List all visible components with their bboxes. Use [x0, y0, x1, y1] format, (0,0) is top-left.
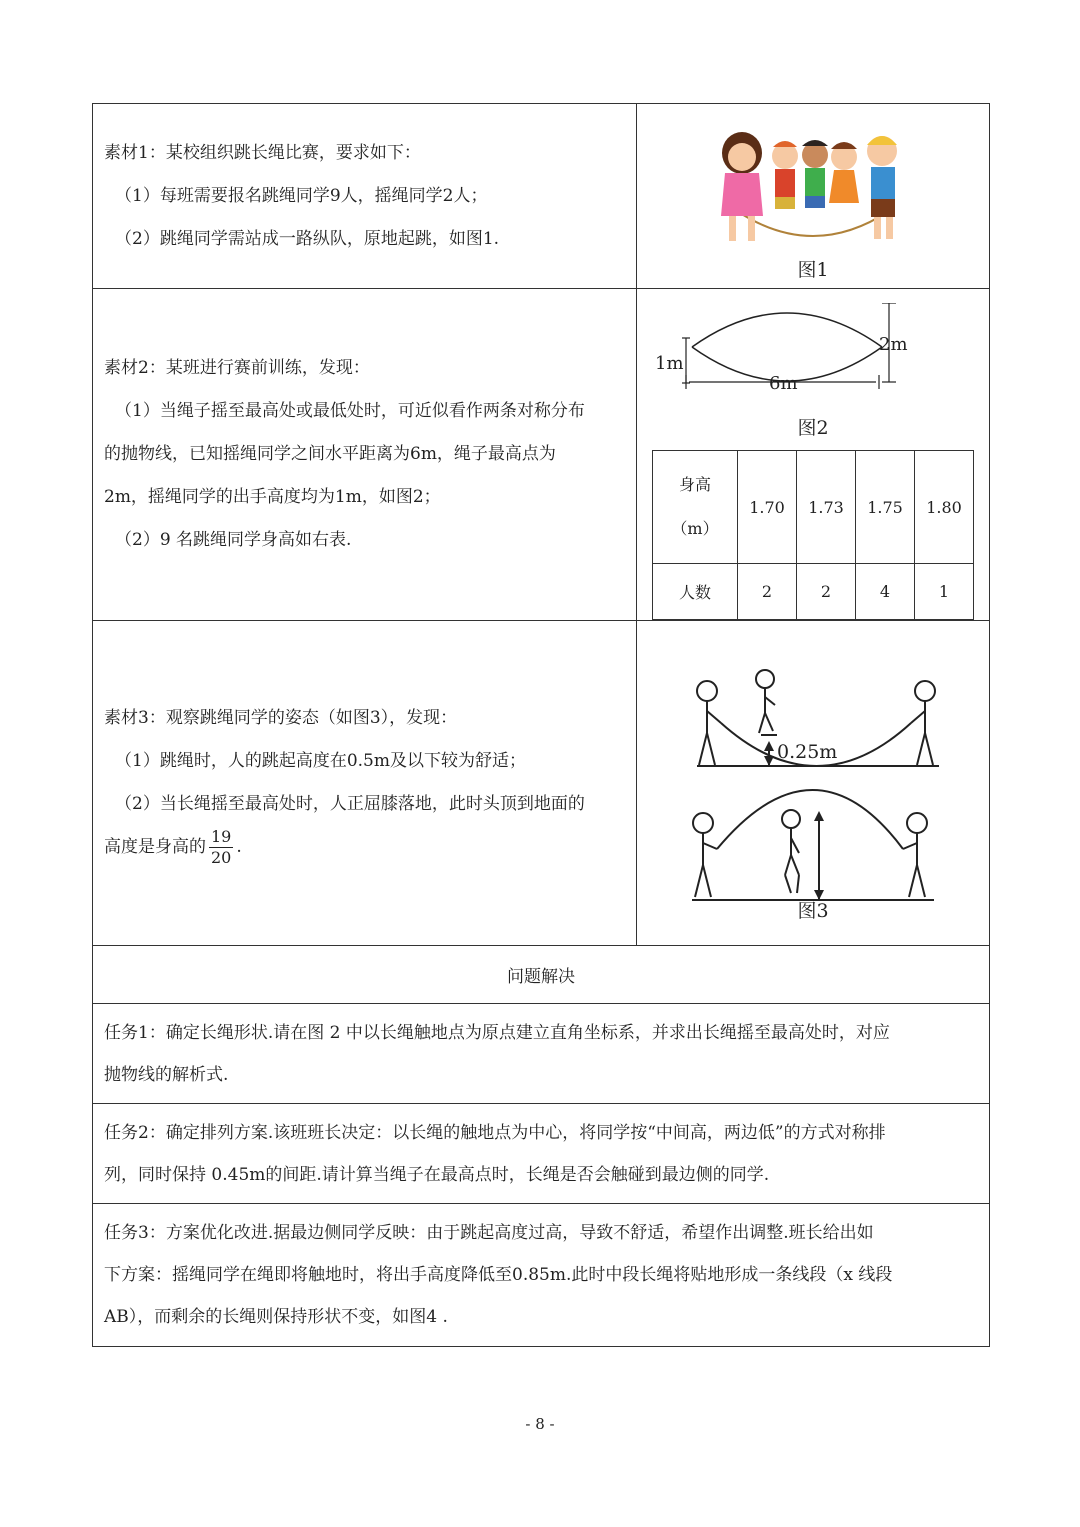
kid-boy-right: [867, 136, 897, 239]
label-1m: 1m: [655, 353, 684, 374]
height-header: 身高 （m）: [653, 451, 738, 564]
height-cell-1: 1.70: [738, 451, 797, 564]
count-cell-1: 2: [738, 564, 797, 620]
material2-item1-line3: 2m，摇绳同学的出手高度均为1m，如图2；: [104, 487, 441, 507]
task1-row: [93, 1004, 990, 1104]
task2-cell: [93, 1104, 990, 1204]
material3-item2-line2: 高度是身高的 $\frac{19}{20}$ .: [104, 827, 242, 867]
figure2-caption: 图2: [797, 417, 829, 439]
figure2-cell: [637, 289, 990, 621]
material2-item2: （2）9 名跳绳同学身高如右表.: [115, 530, 352, 550]
page-number: - 8 -: [525, 1415, 555, 1433]
task2-row: [93, 1104, 990, 1204]
height-cell-2: 1.73: [797, 451, 856, 564]
height-cell-3: 1.75: [856, 451, 915, 564]
material2-title: 素材2：某班进行赛前训练，发现：: [104, 358, 370, 378]
task1-line1: 任务1：确定长绳形状.请在图 2 中以长绳触地点为原点建立直角坐标系，并求出长绳摇至最高处时，对应: [104, 1022, 890, 1043]
material2-text-cell: [93, 289, 637, 621]
count-cell-2: 2: [797, 564, 856, 620]
material1-item2: （2）跳绳同学需站成一路纵队，原地起跳，如图1.: [115, 228, 500, 249]
material1-item1: （1）每班需要报名跳绳同学9人，摇绳同学2人；: [115, 185, 488, 206]
figure1-caption: 图1: [797, 258, 829, 281]
figure1-cell: [637, 104, 990, 289]
task2-line2: 列，同时保持 0.45m的间距.请计算当绳子在最高点时，长绳是否会触碰到最边侧的同学.: [104, 1164, 770, 1185]
material3-title: 素材3：观察跳绳同学的姿态（如图3），发现：: [104, 708, 458, 728]
material1-title: 素材1：某校组织跳长绳比赛，要求如下：: [104, 142, 421, 163]
figure2-diagram: [637, 303, 990, 415]
material2-item1-line1: （1）当绳子摇至最高处或最低处时，可近似看作两条对称分布: [115, 401, 585, 421]
material2-row: [93, 289, 990, 621]
label-0-25m: 0.25m: [777, 741, 838, 763]
worksheet: [92, 103, 989, 1347]
fraction-19-20: $\frac{19}{20}$: [211, 827, 232, 867]
label-2m: 2m: [879, 334, 908, 355]
material1-text-cell: [93, 104, 637, 289]
count-header: 人数: [653, 564, 738, 620]
section-title-row: [93, 946, 990, 1004]
task3-row: [93, 1204, 990, 1347]
material3-text-cell: [93, 621, 637, 946]
task2-line1: 任务2：确定排列方案.该班班长决定：以长绳的触地点为中心，将同学按“中间高，两边低”的方式对称排: [104, 1122, 886, 1143]
material1-row: [93, 104, 990, 289]
figure3-cell: [637, 621, 990, 946]
kid-middle-1: [772, 141, 798, 209]
section-title: 问题解决: [93, 946, 990, 1004]
task3-line2: 下方案：摇绳同学在绳即将触地时，将出手高度降低至0.85m.此时中段长绳将贴地形成一条线段（x 线段: [104, 1265, 893, 1285]
material3-item2-line1: （2）当长绳摇至最高处时，人正屈膝落地，此时头顶到地面的: [115, 794, 585, 814]
height-table: [652, 450, 974, 620]
task3-cell: [93, 1204, 990, 1347]
kid-middle-3: [829, 142, 859, 203]
task3-line1: 任务3：方案优化改进.据最边侧同学反映：由于跳起高度过高，导致不舒适，希望作出调整.班长给出如: [104, 1223, 874, 1243]
figure3-caption: 图3: [797, 900, 829, 922]
count-cell-3: 4: [856, 564, 915, 620]
count-cell-4: 1: [915, 564, 974, 620]
task1-line2: 抛物线的解析式.: [104, 1064, 229, 1085]
figure3-diagram: [637, 641, 990, 921]
material3-row: [93, 621, 990, 946]
task3-line3: AB），而剩余的长绳则保持形状不变，如图4 .: [104, 1307, 448, 1327]
worksheet-table: [92, 103, 990, 1347]
kid-girl-left: [721, 132, 763, 241]
height-cell-4: 1.80: [915, 451, 974, 564]
jump-rope-kids-illustration: [637, 111, 990, 251]
material2-item1-line2: 的抛物线，已知摇绳同学之间水平距离为6m，绳子最高点为: [104, 444, 556, 464]
kid-middle-2: [802, 140, 828, 208]
label-6m: 6m: [769, 373, 798, 394]
task1-cell: [93, 1004, 990, 1104]
material3-item1: （1）跳绳时，人的跳起高度在0.5m及以下较为舒适；: [115, 751, 526, 771]
